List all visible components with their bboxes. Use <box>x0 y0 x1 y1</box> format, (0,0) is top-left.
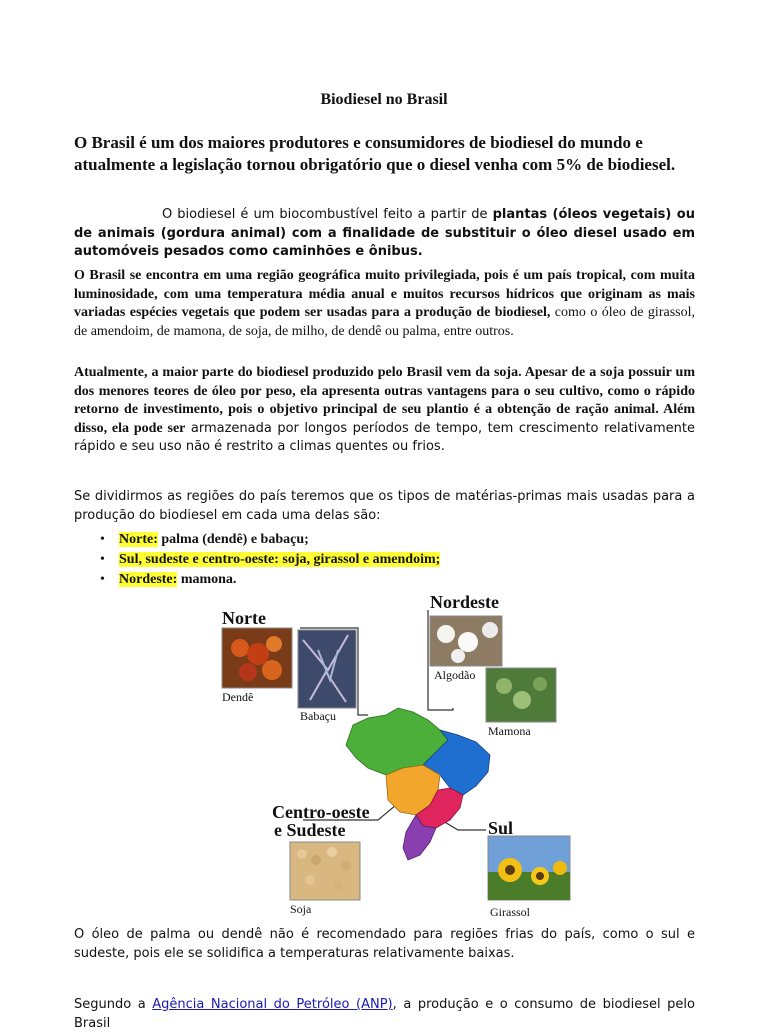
paragraph-regions-intro: Se dividirmos as regiões do país teremos que os tipos de matérias-primas mais usadas para a produção do biodiesel em cada uma delas são: <box>74 489 695 523</box>
caption-soja: Soja <box>290 902 312 916</box>
paragraph-text: , a produção e o consumo de biodiesel pelo Brasil <box>74 997 696 1031</box>
region-label: Sul, sudeste e centro-oeste: soja, girassol e amendoim; <box>119 552 441 567</box>
paragraph-soy <box>74 364 695 457</box>
caption-girassol: Girassol <box>490 905 530 919</box>
list-item <box>100 530 440 550</box>
paragraph-definition <box>74 206 695 262</box>
caption-dende: Dendê <box>222 690 254 704</box>
region-label: Norte: <box>119 532 158 547</box>
label-sudeste: e Sudeste <box>274 820 346 840</box>
list-item <box>100 570 440 590</box>
paragraph-bold-text: O Brasil se encontra em uma região geográfica muito privilegiada, pois é um país tropical, com muita luminosidade, com uma temperatura média anual e muitos recursos hídricos que originam as mais variadas espécies vegetais que podem ser usadas para a produção de biodiesel, <box>74 268 695 320</box>
paragraph-text: como o óleo de girassol, de amendoim, de mamona, de soja, de milho, de dendê ou palma, entre outros. <box>74 305 695 339</box>
photo-soja <box>290 842 360 900</box>
label-nordeste: Nordeste <box>430 592 499 612</box>
paragraph-bold-text: plantas (óleos vegetais) ou de animais (gordura animal) com a finalidade de substituir o óleo diesel usado em automóveis pesados como caminhões e ônibus. <box>74 207 695 259</box>
paragraph-palm-oil: O óleo de palma ou dendê não é recomendado para regiões frias do país, como o sul e sudeste, pois ele se solidifica a temperaturas relativamente baixas. <box>74 927 695 961</box>
figure-graphics <box>218 590 578 920</box>
paragraph-text: armazenada por longos períodos de tempo, tem crescimento relativamente rápido e seu uso não é restrito a climas quentes ou frios. <box>74 420 695 454</box>
caption-babacu: Babaçu <box>300 709 336 723</box>
list-item <box>100 550 440 570</box>
brazil-map <box>346 708 490 860</box>
paragraph-geography <box>74 267 695 341</box>
paragraph-bold-text: Atualmente, a maior parte do biodiesel produzido pelo Brasil vem da soja. Apesar de a soja possuir um dos menores teores de óleo por peso, ela apresenta outras vantagens para o seu cultivo, como o rápido retorno de investimento, pois o objetivo principal de seu plantio é a obtenção de ração animal. Além disso, ela pode ser <box>74 365 695 436</box>
photo-dende <box>222 628 292 688</box>
region-text: mamona. <box>177 572 237 587</box>
photo-algodao <box>430 616 502 666</box>
brazil-biodiesel-map-figure <box>218 590 578 920</box>
caption-mamona: Mamona <box>488 724 531 738</box>
photo-girassol <box>488 836 570 900</box>
paragraph-anp <box>74 996 695 1033</box>
photo-mamona <box>486 668 556 722</box>
paragraph-text: O biodiesel é um biocombustível feito a partir de <box>162 207 493 222</box>
region-text: palma (dendê) e babaçu; <box>157 532 309 547</box>
photo-babacu <box>298 630 356 708</box>
paragraph-text: Segundo a <box>74 997 153 1012</box>
label-sul: Sul <box>488 818 514 838</box>
anp-link[interactable]: Agência Nacional do Petróleo (ANP) <box>152 997 393 1012</box>
label-norte: Norte <box>222 608 266 628</box>
lead-paragraph: O Brasil é um dos maiores produtores e consumidores de biodiesel do mundo e atualmente a legislação tornou obrigatório que o diesel venha com 5% de biodiesel. <box>74 133 676 174</box>
regions-list <box>100 530 440 590</box>
region-label: Nordeste: <box>119 572 178 587</box>
caption-algodao: Algodão <box>434 668 476 682</box>
page-title: Biodiesel no Brasil <box>320 91 448 108</box>
label-centro-oeste: Centro-oeste <box>272 802 370 822</box>
